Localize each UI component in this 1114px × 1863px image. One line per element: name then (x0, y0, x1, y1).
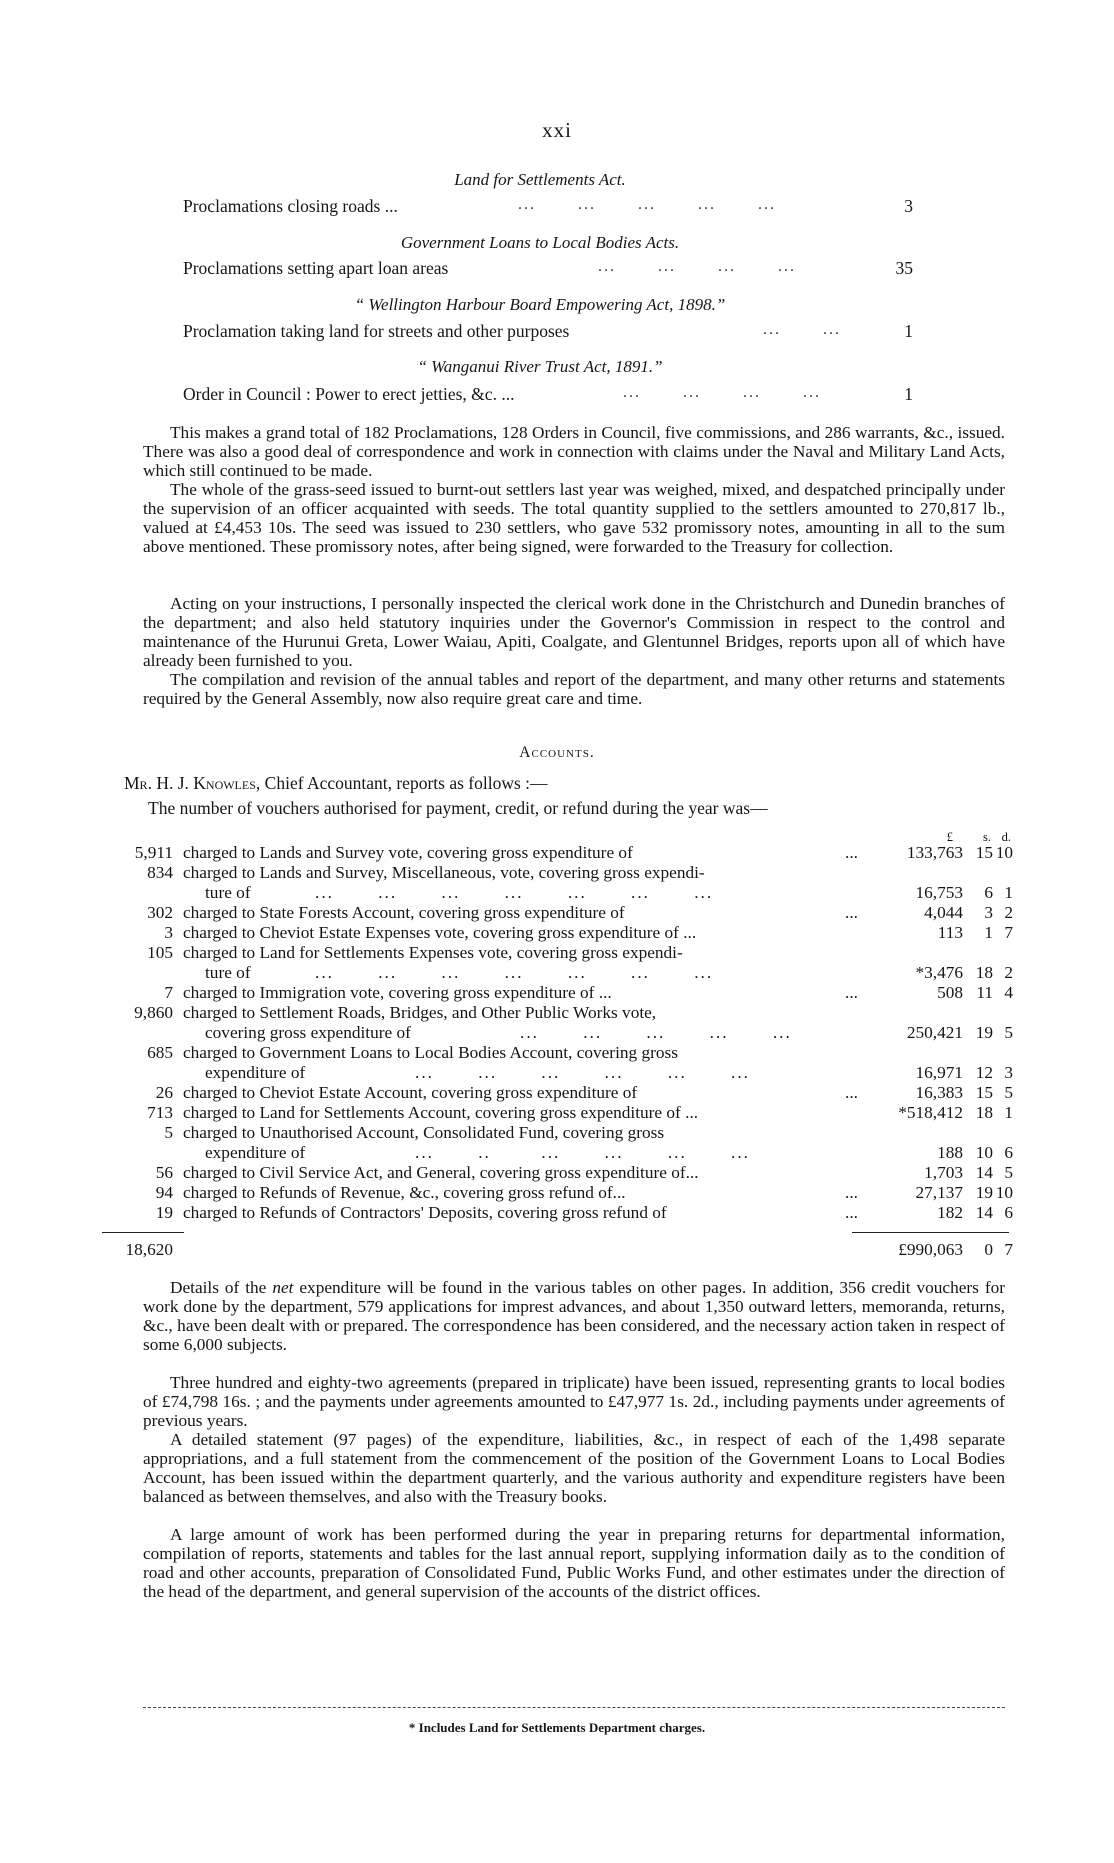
paragraph-text: expenditure will be found in the various tables on other pages. In addition, 356 credit vouchers for work done by the department, 579 applications for imprest advances, and about 1,350 outward letters, memoranda, returns, &c., have been dealt with or prepared. The correspondence has been considered, and the necessary action taken in respect of some 6,000 subjects. (143, 1278, 1005, 1354)
amount-pounds: 250,421 (906, 1023, 963, 1042)
amount-pounds: 4,044 (924, 903, 963, 922)
amount-pence: 10 (995, 843, 1013, 862)
leader-dots: ... .. ... ... ... ... (415, 1143, 750, 1162)
amount-pounds: 16,971 (915, 1063, 963, 1082)
amount-shillings: 14 (975, 1203, 993, 1222)
total-pence: 7 (1004, 1240, 1013, 1259)
act-heading: “ Wellington Harbour Board Empowering Act, 1898.” (354, 295, 726, 314)
accounts-intro: The number of vouchers authorised for payment, credit, or refund during the year was— (148, 798, 768, 818)
body-paragraph: The whole of the grass-seed issued to burnt-out settlers last year was weighed, mixed, and despatched principally under the supervision of an officer acquainted with seeds. The total quantity supplied to the settlers amounted to 270,817 lb., valued at £4,453 10s. The seed was issued to 230 settlers, who gave 532 promissory notes, amounting in all to the sum above mentioned. These promissory notes, after being signed, were forwarded to the Treasury for collection. (143, 480, 1005, 556)
amount-shillings: 12 (975, 1063, 993, 1082)
section-heading-accounts: Accounts. (519, 744, 595, 761)
amount-pence: 1 (1004, 883, 1013, 902)
leader-dots: ... ... (763, 321, 841, 338)
amount-pounds: 16,383 (915, 1083, 963, 1102)
amount-shillings: 18 (975, 963, 993, 982)
leader-dots: ... ... ... ... (598, 258, 796, 275)
leader-dots: ... (845, 1203, 858, 1222)
voucher-description: charged to State Forests Account, covering gross expenditure of (183, 903, 625, 922)
voucher-count: 26 (155, 1083, 173, 1102)
table-row (0, 1183, 1114, 1203)
act-line-count: 1 (904, 321, 913, 341)
amount-shillings: 15 (975, 843, 993, 862)
voucher-description: charged to Refunds of Contractors' Deposits, covering gross refund of (183, 1203, 667, 1222)
table-row (0, 1123, 1114, 1143)
voucher-count: 7 (164, 983, 173, 1002)
table-row (0, 1103, 1114, 1123)
voucher-description: charged to Unauthorised Account, Consolidated Fund, covering gross (183, 1123, 665, 1142)
voucher-description: charged to Cheviot Estate Account, covering gross expenditure of (183, 1083, 638, 1102)
voucher-count: 94 (155, 1183, 173, 1202)
amount-pence: 7 (1004, 923, 1013, 942)
act-line-count: 1 (904, 384, 913, 404)
voucher-count: 685 (147, 1043, 173, 1062)
amount-pence: 6 (1004, 1203, 1013, 1222)
table-row (0, 843, 1114, 863)
voucher-count: 3 (164, 923, 173, 942)
amount-shillings: 6 (984, 883, 993, 902)
table-row-continuation (0, 963, 1114, 983)
voucher-count: 9,860 (134, 1003, 173, 1022)
leader-dots: ... (845, 1083, 858, 1102)
leader-dots: ... (845, 843, 858, 862)
leader-dots: ... ... ... ... ... ... ... (315, 883, 714, 902)
body-paragraph: A detailed statement (97 pages) of the expenditure, liabilities, &c., in respect of each of the 1,498 separate appropriations, and a full statement from the commencement of the position of the Government Loans to Local Bodies Account, has been issued within the department quarterly, and the various authority and expenditure registers have been balanced as between themselves, and also with the Treasury books. (143, 1430, 1005, 1506)
amount-shillings: 11 (976, 983, 993, 1002)
amount-pounds: 188 (937, 1143, 963, 1162)
amount-pounds: *518,412 (898, 1103, 963, 1122)
page-number: xxi (542, 118, 572, 142)
amount-shillings: 1 (984, 923, 993, 942)
amount-shillings: 10 (975, 1143, 993, 1162)
voucher-count: 105 (147, 943, 173, 962)
table-row (0, 1003, 1114, 1023)
accounts-reporter (124, 773, 548, 794)
leader-dots: ... (845, 903, 858, 922)
amount-pence: 10 (995, 1183, 1013, 1202)
amount-pence: 6 (1004, 1143, 1013, 1162)
act-line-label: Proclamation taking land for streets and other purposes (183, 321, 570, 341)
voucher-description: charged to Immigration vote, covering gross expenditure of ... (183, 983, 612, 1002)
total-rule-count (102, 1232, 184, 1233)
paragraph-text: Details of the (170, 1278, 273, 1297)
act-line-label: Proclamations closing roads ... (183, 196, 398, 216)
voucher-count: 5 (164, 1123, 173, 1142)
total-pounds: £990,063 (898, 1240, 963, 1259)
amount-pence: 4 (1004, 983, 1013, 1002)
voucher-count: 834 (147, 863, 173, 882)
voucher-description: charged to Land for Settlements Account, covering gross expenditure of ... (183, 1103, 699, 1122)
voucher-count: 19 (155, 1203, 173, 1222)
voucher-count: 713 (147, 1103, 173, 1122)
voucher-description-cont: expenditure of (205, 1143, 306, 1162)
leader-dots: ... ... ... ... ... ... ... (315, 963, 714, 982)
amount-pounds: 182 (937, 1203, 963, 1222)
voucher-description: charged to Cheviot Estate Expenses vote, covering gross expenditure of ... (183, 923, 697, 942)
voucher-description: charged to Land for Settlements Expenses vote, covering gross expendi- (183, 943, 683, 962)
table-row (0, 1083, 1114, 1103)
total-count: 18,620 (125, 1240, 173, 1259)
voucher-description: charged to Civil Service Act, and General, covering gross expenditure of... (183, 1163, 699, 1182)
amount-pounds: *3,476 (915, 963, 963, 982)
table-row (0, 903, 1114, 923)
reporter-title: Chief Accountant, reports as follows :— (264, 773, 548, 793)
column-header-pounds: £ (946, 830, 953, 844)
footnote: * Includes Land for Settlements Department charges. (408, 1720, 706, 1735)
leader-dots: ... (845, 983, 858, 1002)
act-line-count: 35 (895, 258, 913, 278)
body-paragraph: Acting on your instructions, I personally inspected the clerical work done in the Christchurch and Dunedin branches of the department; and also held statutory inquiries under the Governor's Commission in respect to the control and maintenance of the Hurunui Greta, Lower Waiau, Apiti, Coalgate, and Glentunnel Bridges, reports upon all of which have already been furnished to you. (143, 594, 1005, 670)
amount-pounds: 16,753 (915, 883, 963, 902)
leader-dots: ... (845, 1183, 858, 1202)
amount-pence: 2 (1004, 963, 1013, 982)
table-row (0, 923, 1114, 943)
total-shillings: 0 (984, 1240, 993, 1259)
table-row (0, 983, 1114, 1003)
amount-pence: 5 (1004, 1163, 1013, 1182)
amount-pounds: 113 (937, 923, 963, 942)
leader-dots: ... ... ... ... ... ... (415, 1063, 750, 1082)
amount-pence: 5 (1004, 1023, 1013, 1042)
table-row-continuation (0, 1143, 1114, 1163)
voucher-description-cont: ture of (205, 883, 251, 902)
act-line-count: 3 (904, 196, 913, 216)
act-heading: “ Wanganui River Trust Act, 1891.” (417, 357, 663, 376)
amount-pounds: 1,703 (924, 1163, 963, 1182)
table-row (0, 943, 1114, 963)
voucher-description-cont: expenditure of (205, 1063, 306, 1082)
amount-shillings: 14 (975, 1163, 993, 1182)
column-header-pence: d. (1001, 830, 1011, 844)
act-heading: Land for Settlements Act. (454, 170, 626, 189)
voucher-count: 5,911 (134, 843, 173, 862)
leader-dots: ... ... ... ... ... (518, 196, 776, 213)
amount-shillings: 18 (975, 1103, 993, 1122)
table-row (0, 1163, 1114, 1183)
amount-pence: 3 (1004, 1063, 1013, 1082)
voucher-count: 302 (147, 903, 173, 922)
act-line-label: Order in Council : Power to erect jetties, &c. ... (183, 384, 515, 404)
amount-shillings: 19 (975, 1183, 993, 1202)
body-paragraph: The compilation and revision of the annual tables and report of the department, and many other returns and statements required by the General Assembly, now also require great care and time. (143, 670, 1005, 708)
table-row (0, 1043, 1114, 1063)
amount-pounds: 508 (937, 983, 963, 1002)
amount-shillings: 3 (984, 903, 993, 922)
voucher-description-cont: ture of (205, 963, 251, 982)
leader-dots: ... ... ... ... (623, 384, 821, 401)
amount-shillings: 15 (975, 1083, 993, 1102)
leader-dots: ... ... ... ... ... (520, 1023, 792, 1042)
amount-pounds: 133,763 (906, 843, 963, 862)
table-row-continuation (0, 1023, 1114, 1043)
table-row-continuation (0, 1063, 1114, 1083)
reporter-name: Mr. H. J. Knowles, (124, 773, 261, 793)
footnote-rule (143, 1707, 1005, 1708)
amount-pounds: 27,137 (915, 1183, 963, 1202)
paragraph-emphasis: net (272, 1278, 294, 1297)
voucher-description-cont: covering gross expenditure of (205, 1023, 411, 1042)
act-line-label: Proclamations setting apart loan areas (183, 258, 449, 278)
act-heading: Government Loans to Local Bodies Acts. (400, 233, 680, 252)
table-total-row (0, 1240, 1114, 1260)
voucher-description: charged to Lands and Survey, Miscellaneous, vote, covering gross expendi- (183, 863, 705, 882)
body-paragraph: A large amount of work has been performed during the year in preparing returns for departmental information, compilation of reports, statements and tables for the last annual report, supplying information daily as to the condition of road and other accounts, preparation of Consolidated Fund, Public Works Fund, and other estimates under the direction of the head of the department, and general supervision of the accounts of the district offices. (143, 1525, 1005, 1601)
voucher-description: charged to Refunds of Revenue, &c., covering gross refund of... (183, 1183, 626, 1202)
total-rule-amount (852, 1232, 1009, 1233)
table-row (0, 1203, 1114, 1223)
voucher-description: charged to Lands and Survey vote, covering gross expenditure of (183, 843, 633, 862)
body-paragraph: Three hundred and eighty-two agreements (prepared in triplicate) have been issued, representing grants to local bodies of £74,798 16s. ; and the payments under agreements amounted to £47,977 1s. 2d., including payments under agreements of previous years. (143, 1373, 1005, 1430)
amount-pence: 2 (1004, 903, 1013, 922)
voucher-count: 56 (155, 1163, 173, 1182)
amount-pence: 1 (1004, 1103, 1013, 1122)
amount-pence: 5 (1004, 1083, 1013, 1102)
body-paragraph: This makes a grand total of 182 Proclamations, 128 Orders in Council, five commissions, and 286 warrants, &c., issued. There was also a good deal of correspondence and work in connection with claims under the Naval and Military Land Acts, which still continued to be made. (143, 423, 1005, 480)
amount-shillings: 19 (975, 1023, 993, 1042)
table-row-continuation (0, 883, 1114, 903)
table-row (0, 863, 1114, 883)
body-paragraph (143, 1278, 1005, 1354)
column-header-shillings: s. (983, 830, 991, 844)
voucher-description: charged to Government Loans to Local Bodies Account, covering gross (183, 1043, 678, 1062)
voucher-description: charged to Settlement Roads, Bridges, and Other Public Works vote, (183, 1003, 657, 1022)
